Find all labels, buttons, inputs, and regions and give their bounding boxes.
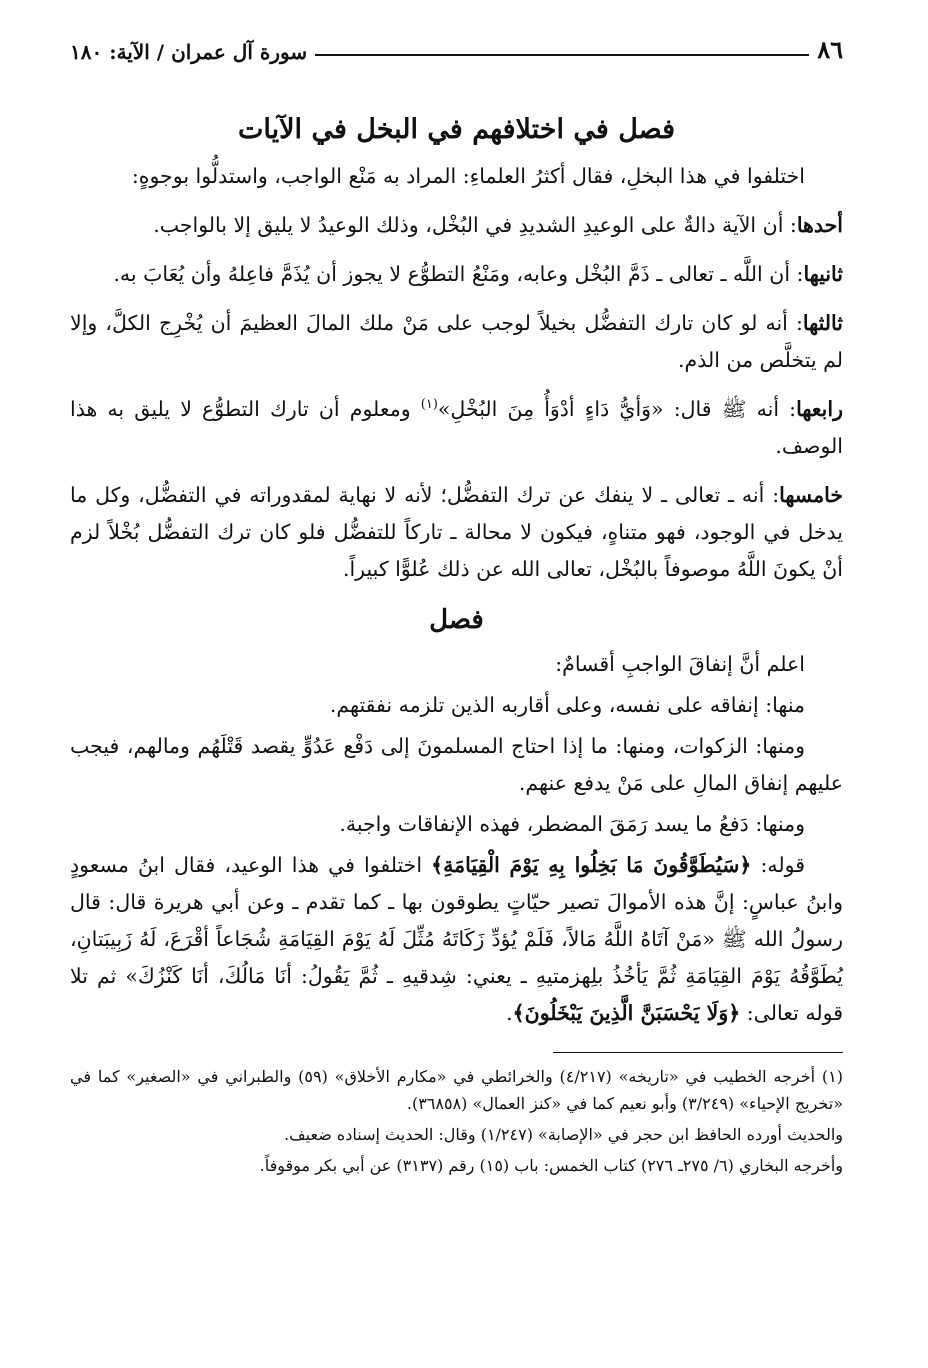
header-rule <box>315 54 809 56</box>
commentary-text: اختلفوا في هذا الوعيد، فقال ابنُ مسعودٍ وابنُ عباسٍ: إنَّ هذه الأموالَ تصير حيّاتٍ يطوقون بها ـ كما تقدم ـ وعن أبي هريرة قال: قال رسولُ الله ﷺ «مَنْ آتَاهُ اللَّهُ مَالاً، فَلَمْ يُؤدِّ زَكَاتَهُ مُثِّلَ لَهُ يَوْمَ القِيَامَةِ شُجَاعاً أقْرَعَ، لَهُ زَبِيبَتانِ، يُطَوَّقُهُ يَوْمَ القِيَامَةِ ثُمَّ يَأخُذُ بلِهزمتيهِ ـ يعني: شِدقيهِ ـ ثُمَّ يَقُولُ: أنَا مَالُكَ، أنَا كَنْزُكَ» ثم تلا قوله تعالى: <box>70 853 843 1025</box>
intro-paragraph: اختلفوا في هذا البخلِ، فقال أكثرُ العلماءِ: المراد به مَنْع الواجب، واستدلُّوا بوجوهٍ: <box>131 164 805 188</box>
spending-intro: اعلم أنَّ إنفاقَ الواجبِ أقسامٌ: <box>555 652 805 676</box>
footnote-item: (١) أخرجه الخطيب في «تاريخه» (٤/٢١٧) والخرائطي في «مكارم الأخلاق» (٥٩) والطبراني في «الصغير» كما في «تخريج الإحياء» (٣/٢٤٩) وأبو نعيم كما في «كنز العمال» (٣٦٨٥٨). <box>70 1067 844 1113</box>
spending-type-zakat: ومنها: الزكوات، ومنها: ما إذا احتاج المسلمونَ إلى دَفْع عَدُوٍّ يقصد قَتْلَهُم ومالهم، فيجب عليهم إنفاق المالِ على مَنْ يدفع عنهم. <box>70 734 843 795</box>
hadith-quote: «وَأيُّ دَاءٍ أدْوَأُ مِنَ البُخْلِ» <box>437 397 664 421</box>
quran-verse: ﴿سَيُطَوَّقُونَ مَا بَخِلُوا بِهِ يَوْمَ الْقِيَامَةِ﴾ <box>431 853 752 877</box>
footnote-rule <box>553 1052 843 1053</box>
page-number: ٨٦ <box>817 35 843 64</box>
page <box>70 30 843 1348</box>
footnotes <box>70 1063 843 1179</box>
verse-commentary <box>70 847 843 1032</box>
point-lead: خامسها <box>779 483 843 507</box>
point-text: : أنه لو كان تارك التفضُّل بخيلاً لوجب على مَنْ ملك المالَ العظيمَ أن يُخْرِج الكلَّ، وإلا لم يتخلَّص من الذم. <box>70 311 843 372</box>
footnote-reference[interactable]: (١) <box>420 397 438 413</box>
point-third <box>70 305 843 379</box>
point-text: : أنه ـ تعالى ـ لا ينفك عن ترك التفضُّل؛ لأنه لا نهاية لمقدوراته في التفضُّل، وكل ما يدخل في الوجود، فهو متناهٍ، فيكون لا محالة ـ تاركاً للتفضُّل فلو كان ترك التفضُّل بُخْلاً لزم أنْ يكونَ اللَّهُ موصوفاً بالبُخْل، تعالى الله عن ذلك عُلوًّا كبيراً. <box>70 483 843 581</box>
footnote-item: وأخرجه البخاري (٦/ ٢٧٥ـ ٢٧٦) كتاب الخمس: باب (١٥) رقم (٣١٣٧) عن أبي بكر موقوفاً. <box>259 1156 843 1175</box>
point-lead: ثالثها <box>802 311 843 335</box>
commentary-prefix: قوله: <box>751 853 806 877</box>
section-heading-fasl: فصل <box>429 605 484 635</box>
footnote-item: والحديث أورده الحافظ ابن حجر في «الإصابة» (١/٢٤٧) وقال: الحديث إسناده ضعيف. <box>284 1125 843 1144</box>
point-text: ومعلوم أن تارك التطوُّع لا يليق به هذا الوصف. <box>70 397 843 458</box>
point-fourth <box>70 391 843 465</box>
point-fifth <box>70 477 843 588</box>
point-second <box>70 256 843 293</box>
running-head-title: سورة آل عمران / الآية: ١٨٠ <box>70 40 308 64</box>
section-heading-bukhl: فصل في اختلافهم في البخل في الآيات <box>238 114 675 145</box>
point-text: : أن اللَّه ـ تعالى ـ ذَمَّ البُخْل وعابه، ومَنْعُ التطوُّع لا يجوز أن يُذَمَّ فاعِلهُ وأن يُعَابَ به. <box>113 262 804 286</box>
point-first <box>70 207 843 244</box>
spending-type-self: منها: إنفاقه على نفسه، وعلى أقاربه الذين تلزمه نفقتهم. <box>329 693 805 717</box>
point-lead: رابعها <box>796 397 843 421</box>
spending-type-needy: ومنها: دَفعُ ما يسد رَمَقَ المضطر، فهذه الإنفاقات واجبة. <box>339 812 805 836</box>
point-text: : أنه ﷺ قال: <box>663 397 797 421</box>
point-lead: أحدها <box>796 213 843 237</box>
point-lead: ثانيها <box>803 262 843 286</box>
quran-verse: ﴿وَلَا يَحْسَبَنَّ الَّذِينَ يَبْخَلُونَ﴾ <box>512 1001 741 1025</box>
running-head <box>70 30 843 64</box>
commentary-suffix: . <box>506 1001 513 1025</box>
point-text: : أن الآية دالةٌ على الوعيدِ الشديدِ في البُخْل، وذلك الوعيدُ لا يليق إلا بالواجب. <box>153 213 797 237</box>
